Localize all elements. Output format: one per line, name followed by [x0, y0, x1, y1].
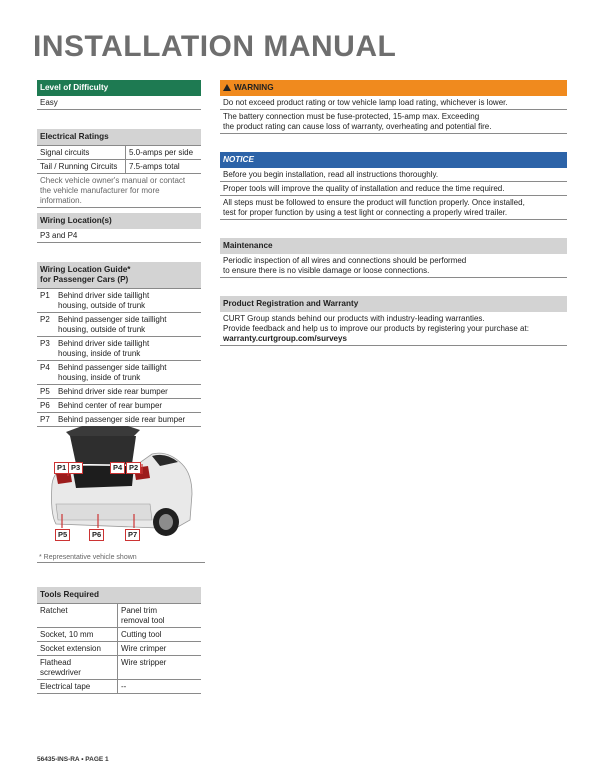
table-row	[37, 361, 201, 385]
difficulty-header: Level of Difficulty	[37, 80, 201, 96]
warning-line	[220, 110, 567, 134]
table-row	[37, 160, 201, 174]
table-row	[37, 145, 201, 160]
tool-name: Electrical tape	[37, 680, 118, 693]
warning-icon	[223, 84, 231, 91]
tool-name	[118, 656, 169, 679]
text-line: Cutting tool	[121, 629, 162, 639]
notice-line	[220, 196, 567, 220]
location-code: P6	[40, 400, 50, 410]
text-line: Panel trim	[121, 605, 158, 615]
text-line: Wire stripper	[121, 657, 167, 667]
page-footer: 56435-INS-RA • PAGE 1	[37, 756, 109, 763]
tools-header: Tools Required	[37, 587, 201, 603]
wiring-guide-section	[37, 262, 201, 427]
registration-text	[220, 312, 567, 346]
maintenance-text	[220, 254, 567, 278]
page-title: INSTALLATION MANUAL	[33, 30, 397, 63]
tool-name: Flathead screwdriver	[37, 656, 118, 679]
location-description	[55, 289, 152, 312]
maintenance-header: Maintenance	[220, 238, 567, 254]
notice-line: Proper tools will improve the quality of installation and reduce the time required.	[220, 182, 567, 196]
text-line: Behind driver side taillight	[58, 338, 150, 348]
text-line: housing, inside of trunk	[58, 372, 141, 382]
text-line: housing, outside of trunk	[58, 300, 146, 310]
tool-name	[118, 628, 164, 641]
note-line: Check vehicle owner's manual or contact	[40, 175, 186, 185]
p3-label: P3	[68, 462, 83, 474]
p4-label: P4	[110, 462, 125, 474]
vehicle-caption: * Representative vehicle shown	[37, 553, 205, 563]
text-line: Behind center of rear bumper	[58, 400, 163, 410]
table-row	[37, 603, 201, 628]
table-row	[37, 385, 201, 399]
warning-title: WARNING	[234, 83, 274, 92]
table-row	[37, 656, 201, 680]
tool-name	[118, 642, 169, 655]
table-row	[37, 628, 201, 642]
electrical-header: Electrical Ratings	[37, 129, 201, 145]
tool-name	[118, 604, 168, 627]
p2-label: P2	[126, 462, 141, 474]
location-code: P5	[40, 386, 50, 396]
text-line: Behind passenger side taillight	[58, 314, 167, 324]
text-line: Wire crimper	[121, 643, 167, 653]
registration-link[interactable]: warranty.curtgroup.com/surveys	[223, 333, 347, 343]
table-row	[37, 288, 201, 313]
text-line: the product rating can cause loss of warranty, overheating and potential fire.	[223, 121, 492, 131]
difficulty-value: Easy	[37, 96, 201, 110]
wiring-location-section	[37, 213, 201, 243]
text-line: Behind driver side taillight	[58, 290, 150, 300]
tools-section	[37, 587, 201, 694]
p1-label: P1	[54, 462, 69, 474]
location-code: P1	[40, 290, 50, 300]
text-line: to ensure there is no visible damage or loose connections.	[223, 265, 430, 275]
table-row	[37, 680, 201, 694]
location-description	[55, 385, 171, 398]
tool-name	[118, 680, 129, 693]
warning-section	[220, 80, 567, 134]
table-row	[37, 399, 201, 413]
rating-value: 7.5-amps total	[129, 161, 180, 171]
text-line: Provide feedback and help us to improve our products by registering your purchase at:	[223, 323, 529, 333]
text-line: All steps must be followed to ensure the product will function properly. Once installed,	[223, 197, 525, 207]
maintenance-section	[220, 238, 567, 278]
table-row	[37, 337, 201, 361]
text-line: housing, inside of trunk	[58, 348, 141, 358]
text-line: test for proper function by using a test light or connecting a properly wired trailer.	[223, 207, 508, 217]
note-line: the vehicle manufacturer for more information.	[40, 185, 160, 205]
wiring-guide-header	[37, 262, 201, 288]
wiring-location-value: P3 and P4	[37, 229, 201, 243]
registration-section	[220, 296, 567, 346]
p5-label: P5	[55, 529, 70, 541]
location-description	[55, 313, 170, 336]
rating-label: Signal circuits	[37, 146, 126, 159]
difficulty-section	[37, 80, 201, 110]
wiring-location-header: Wiring Location(s)	[37, 213, 201, 229]
location-code: P2	[40, 314, 50, 324]
rating-value: 5.0-amps per side	[129, 147, 194, 157]
warning-header	[220, 80, 567, 96]
text-line: CURT Group stands behind our products with industry-leading warranties.	[223, 313, 485, 323]
header-line: for Passenger Cars (P)	[40, 275, 129, 284]
text-line: removal tool	[121, 615, 165, 625]
p7-label: P7	[125, 529, 140, 541]
location-description	[55, 399, 165, 412]
location-code: P3	[40, 338, 50, 348]
location-description	[55, 361, 170, 384]
text-line: housing, outside of trunk	[58, 324, 146, 334]
text-line: Behind driver side rear bumper	[58, 386, 168, 396]
p6-label: P6	[89, 529, 104, 541]
text-line: --	[121, 681, 127, 691]
location-code: P4	[40, 362, 50, 372]
electrical-note	[37, 174, 201, 208]
warning-line: Do not exceed product rating or tow vehicle lamp load rating, whichever is lower.	[220, 96, 567, 110]
table-row	[37, 313, 201, 337]
tool-name: Ratchet	[37, 604, 118, 627]
text-line: The battery connection must be fuse-protected, 15-amp max. Exceeding	[223, 111, 480, 121]
electrical-ratings-section	[37, 129, 201, 208]
notice-line: Before you begin installation, read all instructions thoroughly.	[220, 168, 567, 182]
text-line: Behind passenger side rear bumper	[58, 414, 186, 424]
notice-section	[220, 152, 567, 220]
tool-name: Socket extension	[37, 642, 118, 655]
location-description	[55, 337, 152, 360]
rating-label: Tail / Running Circuits	[37, 160, 126, 173]
text-line: Behind passenger side taillight	[58, 362, 167, 372]
header-line: Wiring Location Guide*	[40, 265, 131, 274]
location-code: P7	[40, 414, 50, 424]
registration-header: Product Registration and Warranty	[220, 296, 567, 312]
notice-header: NOTICE	[220, 152, 567, 168]
tool-name: Socket, 10 mm	[37, 628, 118, 641]
table-row	[37, 642, 201, 656]
vehicle-illustration	[48, 424, 194, 546]
text-line: Periodic inspection of all wires and connections should be performed	[223, 255, 467, 265]
